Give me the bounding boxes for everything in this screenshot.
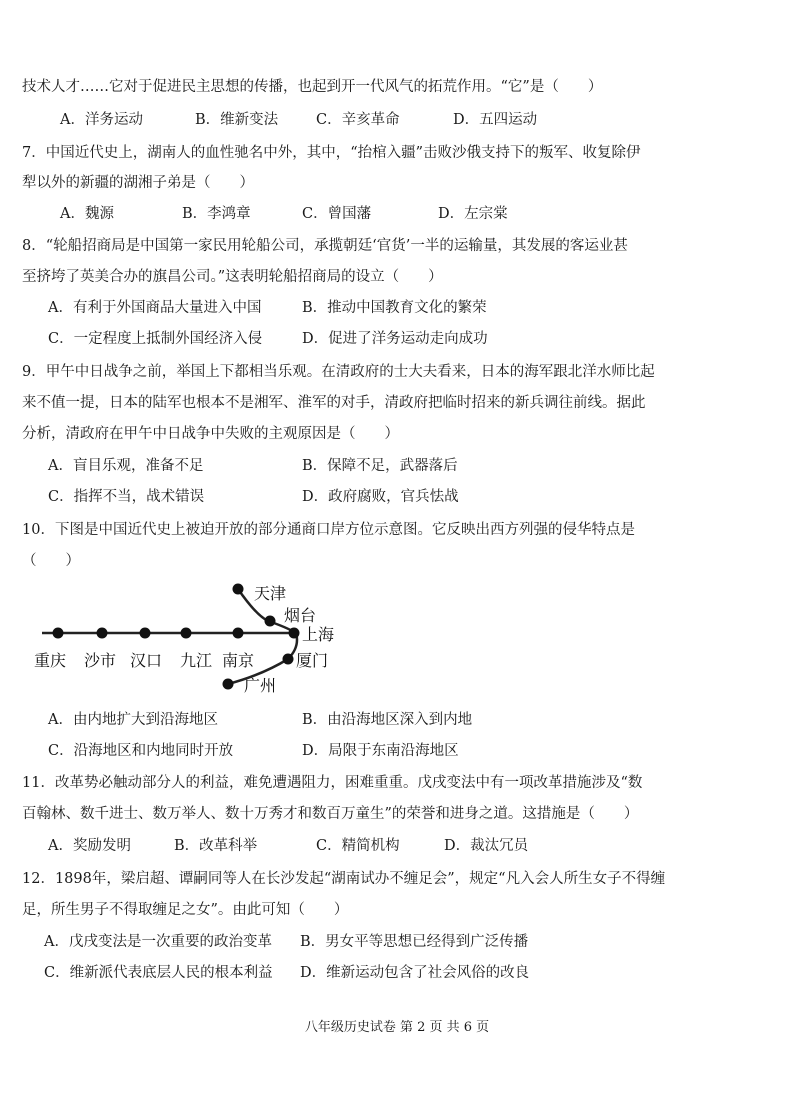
q11-option-a: A．奖励发明 (48, 838, 131, 854)
q11-stem-line-2: 百翰林、数千进士、数万举人、数十万秀才和数百万童生”的荣誉和进身之道。这措施是（ ） (22, 806, 639, 822)
map-dot-nanjing (233, 628, 244, 639)
q10-stem-line-1: 10．下图是中国近代史上被迫开放的部分通商口岸方位示意图。它反映出西方列强的侵华特点是 (22, 522, 635, 538)
q8-stem-line-2: 至挤垮了英美合办的旗昌公司。”这表明轮船招商局的设立（ ） (22, 269, 443, 285)
q10-option-a: A．由内地扩大到沿海地区 (48, 712, 218, 728)
map-label-guangzhou: 广州 (244, 676, 277, 695)
q7-stem-line-1: 7．中国近代史上，湖南人的血性驰名中外，其中，“抬棺入疆”击败沙俄支持下的叛军、收复除伊 (22, 145, 641, 161)
q8-option-a: A．有利于外国商品大量进入中国 (48, 300, 262, 316)
q12-option-b: B．男女平等思想已经得到广泛传播 (300, 934, 529, 950)
q7-option-b: B．李鸿章 (182, 206, 251, 222)
q12-stem-line-2: 足，所生男子不得取缠足之女”。由此可知（ ） (22, 902, 349, 918)
q12-option-d: D．维新运动包含了社会风俗的改良 (300, 965, 530, 981)
page-footer: 八年级历史试卷 第 2 页 共 6 页 (304, 1020, 490, 1035)
map-dot-hankou (140, 628, 151, 639)
map-label-hankou: 汉口 (130, 651, 163, 670)
map-label-yantai: 烟台 (284, 606, 317, 625)
q6-option-c: C．辛亥革命 (316, 112, 400, 128)
q8-option-b: B．推动中国教育文化的繁荣 (302, 300, 487, 316)
q8-option-c: C．一定程度上抵制外国经济入侵 (48, 331, 263, 347)
q8-option-d: D．促进了洋务运动走向成功 (302, 331, 488, 347)
map-label-xiamen: 厦门 (296, 651, 329, 670)
q11-option-b: B．改革科举 (174, 838, 258, 854)
q6-option-a: A．洋务运动 (60, 112, 143, 128)
q7-stem-line-2: 犁以外的新疆的湖湘子弟是（ ） (22, 175, 254, 191)
q9-stem-line-1: 9．甲午中日战争之前，举国上下都相当乐观。在清政府的士大夫看来，日本的海军跟北洋水师比起 (22, 364, 655, 380)
map-label-shanghai: 上海 (302, 625, 335, 644)
q9-stem-line-2: 来不值一提，日本的陆军也根本不是湘军、淮军的对手，清政府把临时招来的新兵调往前线。据此 (22, 395, 646, 411)
q7-option-d: D．左宗棠 (438, 206, 508, 222)
map-label-nanjing: 南京 (222, 651, 255, 670)
q6-option-b: B．维新变法 (195, 112, 279, 128)
map-dot-jiujiang (181, 628, 192, 639)
map-label-shashi: 沙市 (84, 651, 117, 670)
q9-stem-line-3: 分析，清政府在甲午中日战争中失败的主观原因是（ ） (22, 426, 399, 442)
q9-option-b: B．保障不足，武器落后 (302, 458, 458, 474)
q8-stem-line-1: 8．“轮船招商局是中国第一家民用轮船公司，承揽朝廷‘官货’一半的运输量，其发展的客运业甚 (22, 238, 628, 254)
q12-option-a: A．戊戌变法是一次重要的政治变革 (44, 934, 272, 950)
q12-stem-line-1: 12．1898年，梁启超、谭嗣同等人在长沙发起“湖南试办不缠足会”，规定“凡入会人所生女子不得缠 (22, 871, 666, 887)
map-dot-chongqing (53, 628, 64, 639)
q10-option-c: C．沿海地区和内地同时开放 (48, 743, 234, 759)
map-label-jiujiang: 九江 (180, 651, 213, 670)
q10-option-b: B．由沿海地区深入到内地 (302, 712, 473, 728)
q10-option-d: D．局限于东南沿海地区 (302, 743, 459, 759)
q9-option-d: D．政府腐败，官兵怯战 (302, 489, 459, 505)
q10-stem-line-2: （ ） (22, 553, 80, 569)
q6-option-d: D．五四运动 (453, 112, 538, 128)
treaty-ports-map (0, 575, 794, 700)
q7-option-c: C．曾国藩 (302, 206, 372, 222)
map-dot-xiamen (283, 654, 294, 665)
map-label-tianjin: 天津 (254, 584, 287, 603)
map-dot-shanghai (289, 628, 300, 639)
q6-stem-tail: 技术人才……它对于促进民主思想的传播，也起到开一代风气的拓荒作用。“它”是（ ） (22, 79, 603, 95)
map-dot-yantai (265, 616, 276, 627)
q12-option-c: C．维新派代表底层人民的根本利益 (44, 965, 273, 981)
map-label-chongqing: 重庆 (34, 651, 67, 670)
q11-option-c: C．精简机构 (316, 838, 400, 854)
map-dot-shashi (97, 628, 108, 639)
map-dot-guangzhou (223, 679, 234, 690)
q9-option-c: C．指挥不当，战术错误 (48, 489, 205, 505)
map-dot-tianjin (233, 584, 244, 595)
q11-option-d: D．裁汰冗员 (444, 838, 529, 854)
q7-option-a: A．魏源 (60, 206, 114, 222)
q9-option-a: A．盲目乐观，准备不足 (48, 458, 204, 474)
q11-stem-line-1: 11．改革势必触动部分人的利益，难免遭遇阻力，困难重重。戊戌变法中有一项改革措施涉及“数 (22, 775, 643, 791)
